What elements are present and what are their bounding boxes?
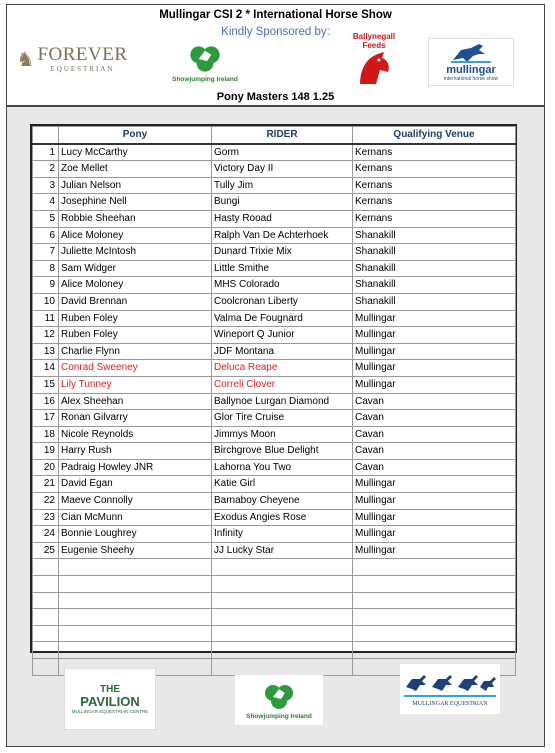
pony-cell: Sam Widger	[59, 260, 212, 277]
rider-cell: Ralph Van De Achterhoek	[212, 227, 353, 244]
pony-cell: Alex Sheehan	[59, 393, 212, 410]
rider-cell: Coolcronan Liberty	[212, 293, 353, 310]
empty-cell	[353, 609, 516, 626]
venue-cell: Shanakill	[353, 277, 516, 294]
table-row	[33, 376, 516, 393]
pony-cell: Bonnie Loughrey	[59, 526, 212, 543]
entry-number: 9	[33, 277, 59, 294]
venue-cell: Shanakill	[353, 244, 516, 261]
mullingar-subtext: international horse show	[443, 76, 499, 82]
empty-table-row	[33, 642, 516, 659]
venue-cell: Mullingar	[353, 327, 516, 344]
horse-head-icon: ♞	[16, 47, 35, 71]
rider-cell: Birchgrove Blue Delight	[212, 443, 353, 460]
empty-cell	[33, 642, 59, 659]
entry-number: 17	[33, 410, 59, 427]
rider-cell: Katie Girl	[212, 476, 353, 493]
entry-number: 15	[33, 376, 59, 393]
empty-cell	[59, 625, 212, 642]
col-header-rider: RIDER	[212, 127, 353, 144]
showjumping-ireland-logo	[163, 38, 247, 86]
empty-cell	[212, 559, 353, 576]
entry-number: 10	[33, 293, 59, 310]
table-row	[33, 509, 516, 526]
table-row	[33, 459, 516, 476]
venue-cell: Cavan	[353, 393, 516, 410]
entry-number: 8	[33, 260, 59, 277]
pony-cell: Harry Rush	[59, 443, 212, 460]
empty-table-row	[33, 625, 516, 642]
empty-cell	[59, 559, 212, 576]
entry-number: 21	[33, 476, 59, 493]
mullingar-show-logo	[428, 38, 514, 86]
pony-cell: David Brennan	[59, 293, 212, 310]
venue-cell: Mullingar	[353, 476, 516, 493]
empty-cell	[212, 576, 353, 593]
pavilion-subtext: MULLINGAR EQUESTRIAN CENTRE	[71, 709, 149, 714]
pony-cell: Padraig Howley JNR	[59, 459, 212, 476]
entry-number: 12	[33, 327, 59, 344]
entry-number: 4	[33, 194, 59, 211]
red-horse-icon	[354, 50, 394, 86]
pavilion-logo	[64, 668, 156, 730]
venue-cell: Shanakill	[353, 293, 516, 310]
entry-number: 11	[33, 310, 59, 327]
class-name: Pony Masters 148 1.25	[216, 91, 335, 103]
empty-cell	[33, 659, 59, 676]
rider-cell: Infinity	[212, 526, 353, 543]
pony-cell: Lucy McCarthy	[59, 144, 212, 161]
pony-cell: Charlie Flynn	[59, 343, 212, 360]
venue-cell: Cavan	[353, 459, 516, 476]
venue-cell: Shanakill	[353, 227, 516, 244]
empty-cell	[212, 592, 353, 609]
pony-cell: Ronan Gilvarry	[59, 410, 212, 427]
empty-cell	[59, 642, 212, 659]
pony-cell: Alice Moloney	[59, 227, 212, 244]
entry-number: 20	[33, 459, 59, 476]
table-row	[33, 144, 516, 161]
rider-cell: Valma De Fougnard	[212, 310, 353, 327]
venue-cell: Mullingar	[353, 376, 516, 393]
pony-cell: Eugenie Sheehy	[59, 542, 212, 559]
rider-cell: Correli Clover	[212, 376, 353, 393]
empty-cell	[353, 625, 516, 642]
pony-cell: Nicole Reynolds	[59, 426, 212, 443]
pony-cell: Alice Moloney	[59, 277, 212, 294]
empty-cell	[33, 625, 59, 642]
table-row	[33, 410, 516, 427]
rider-cell: Victory Day II	[212, 161, 353, 178]
empty-cell	[59, 592, 212, 609]
table-row	[33, 210, 516, 227]
empty-table-row	[33, 609, 516, 626]
empty-cell	[59, 576, 212, 593]
table-row	[33, 476, 516, 493]
venue-cell: Cavan	[353, 443, 516, 460]
col-header-number	[33, 127, 59, 144]
rider-cell: Ballynoe Lurgan Diamond	[212, 393, 353, 410]
venue-cell: Mullingar	[353, 360, 516, 377]
venue-cell: Mullingar	[353, 310, 516, 327]
empty-cell	[33, 609, 59, 626]
sponsor-caption: Kindly Sponsored by:	[221, 26, 330, 38]
table-row	[33, 227, 516, 244]
table-row	[33, 493, 516, 510]
entry-number: 18	[33, 426, 59, 443]
table-row	[33, 443, 516, 460]
mullingar-equestrian-logo	[400, 664, 500, 714]
rider-cell: JJ Lucky Star	[212, 542, 353, 559]
entry-number: 6	[33, 227, 59, 244]
empty-table-row	[33, 592, 516, 609]
empty-cell	[33, 592, 59, 609]
venue-cell: Kernans	[353, 144, 516, 161]
table-row	[33, 293, 516, 310]
showjumping-ireland-label: Showjumping Ireland	[172, 75, 238, 83]
venue-cell: Kernans	[353, 161, 516, 178]
rider-cell: Glor Tire Cruise	[212, 410, 353, 427]
entry-number: 3	[33, 177, 59, 194]
empty-cell	[353, 642, 516, 659]
pavilion-wordmark: PAVILION	[80, 694, 140, 709]
empty-cell	[353, 576, 516, 593]
showjumping-ireland-footer-label: Showjumping Ireland	[246, 712, 312, 720]
empty-cell	[353, 559, 516, 576]
pony-cell: Julian Nelson	[59, 177, 212, 194]
entry-number: 5	[33, 210, 59, 227]
entry-number: 13	[33, 343, 59, 360]
empty-cell	[212, 625, 353, 642]
rider-cell: JDF Montana	[212, 343, 353, 360]
venue-cell: Mullingar	[353, 343, 516, 360]
mullingar-wordmark: mullingar	[446, 64, 496, 76]
rider-cell: Bungi	[212, 194, 353, 211]
entry-number: 24	[33, 526, 59, 543]
empty-cell	[212, 642, 353, 659]
entry-number: 16	[33, 393, 59, 410]
empty-cell	[212, 609, 353, 626]
table-row	[33, 426, 516, 443]
venue-cell: Kernans	[353, 210, 516, 227]
entries-table	[32, 126, 516, 676]
entry-number: 22	[33, 493, 59, 510]
empty-table-row	[33, 576, 516, 593]
entry-number: 7	[33, 244, 59, 261]
show-title: Mullingar CSI 2 * International Horse Show	[159, 9, 392, 21]
rider-cell: Lahorna You Two	[212, 459, 353, 476]
col-header-venue: Qualifying Venue	[353, 127, 516, 144]
table-row	[33, 542, 516, 559]
pony-cell: Lily Tunney	[59, 376, 212, 393]
rider-cell: Dunard Trixie Mix	[212, 244, 353, 261]
table-row	[33, 310, 516, 327]
rider-cell: Hasty Rooad	[212, 210, 353, 227]
table-row	[33, 393, 516, 410]
entries-table-container	[30, 124, 517, 653]
rider-cell: Deluca Reape	[212, 360, 353, 377]
rider-cell: Gorm	[212, 144, 353, 161]
table-row	[33, 526, 516, 543]
pony-cell: Juliette McIntosh	[59, 244, 212, 261]
ballynegall-feeds-logo	[341, 30, 407, 88]
venue-cell: Cavan	[353, 410, 516, 427]
venue-cell: Kernans	[353, 177, 516, 194]
table-row	[33, 327, 516, 344]
forever-wordmark: FOREVER	[37, 44, 128, 65]
venue-cell: Mullingar	[353, 509, 516, 526]
empty-cell	[33, 576, 59, 593]
mullingar-equestrian-label: MULLINGAR EQUESTRIAN	[412, 701, 488, 707]
pony-cell: Ruben Foley	[59, 327, 212, 344]
venue-cell: Shanakill	[353, 260, 516, 277]
empty-cell	[33, 559, 59, 576]
rider-cell: Little Smithe	[212, 260, 353, 277]
empty-cell	[59, 609, 212, 626]
pony-cell: Robbie Sheehan	[59, 210, 212, 227]
col-header-pony: Pony	[59, 127, 212, 144]
entry-number: 14	[33, 360, 59, 377]
pony-cell: Zoe Mellet	[59, 161, 212, 178]
venue-cell: Mullingar	[353, 526, 516, 543]
empty-cell	[353, 592, 516, 609]
showjumping-ireland-footer-logo	[235, 675, 323, 725]
entry-number: 19	[33, 443, 59, 460]
ballynegall-label: Ballynegall Feeds	[352, 32, 396, 50]
forever-equestrian-logo	[16, 40, 128, 78]
venue-cell: Mullingar	[353, 542, 516, 559]
pony-cell: David Egan	[59, 476, 212, 493]
table-row	[33, 177, 516, 194]
table-row	[33, 360, 516, 377]
shamrock-horse-icon	[259, 681, 299, 713]
venue-cell: Mullingar	[353, 493, 516, 510]
shamrock-horse-icon	[184, 42, 226, 76]
entry-number: 23	[33, 509, 59, 526]
empty-cell	[212, 659, 353, 676]
pony-cell: Maeve Connolly	[59, 493, 212, 510]
pavilion-the: THE	[100, 684, 120, 695]
entry-number: 25	[33, 542, 59, 559]
table-header-row	[33, 127, 516, 144]
rider-cell: Wineport Q Junior	[212, 327, 353, 344]
rider-cell: Exodus Angies Rose	[212, 509, 353, 526]
table-row	[33, 343, 516, 360]
forever-subtext: EQUESTRIAN	[50, 65, 115, 73]
table-row	[33, 244, 516, 261]
running-horses-icon	[402, 671, 498, 701]
jumping-horse-icon	[449, 42, 493, 64]
table-row	[33, 277, 516, 294]
rider-cell: MHS Colorado	[212, 277, 353, 294]
table-row	[33, 194, 516, 211]
entry-number: 2	[33, 161, 59, 178]
rider-cell: Jimmys Moon	[212, 426, 353, 443]
rider-cell: Barnaboy Cheyene	[212, 493, 353, 510]
rider-cell: Tully Jim	[212, 177, 353, 194]
pony-cell: Josephine Nell	[59, 194, 212, 211]
venue-cell: Cavan	[353, 426, 516, 443]
venue-cell: Kernans	[353, 194, 516, 211]
entry-number: 1	[33, 144, 59, 161]
pony-cell: Ruben Foley	[59, 310, 212, 327]
table-row	[33, 260, 516, 277]
empty-table-row	[33, 559, 516, 576]
table-row	[33, 161, 516, 178]
pony-cell: Conrad Sweeney	[59, 360, 212, 377]
pony-cell: Cian McMunn	[59, 509, 212, 526]
